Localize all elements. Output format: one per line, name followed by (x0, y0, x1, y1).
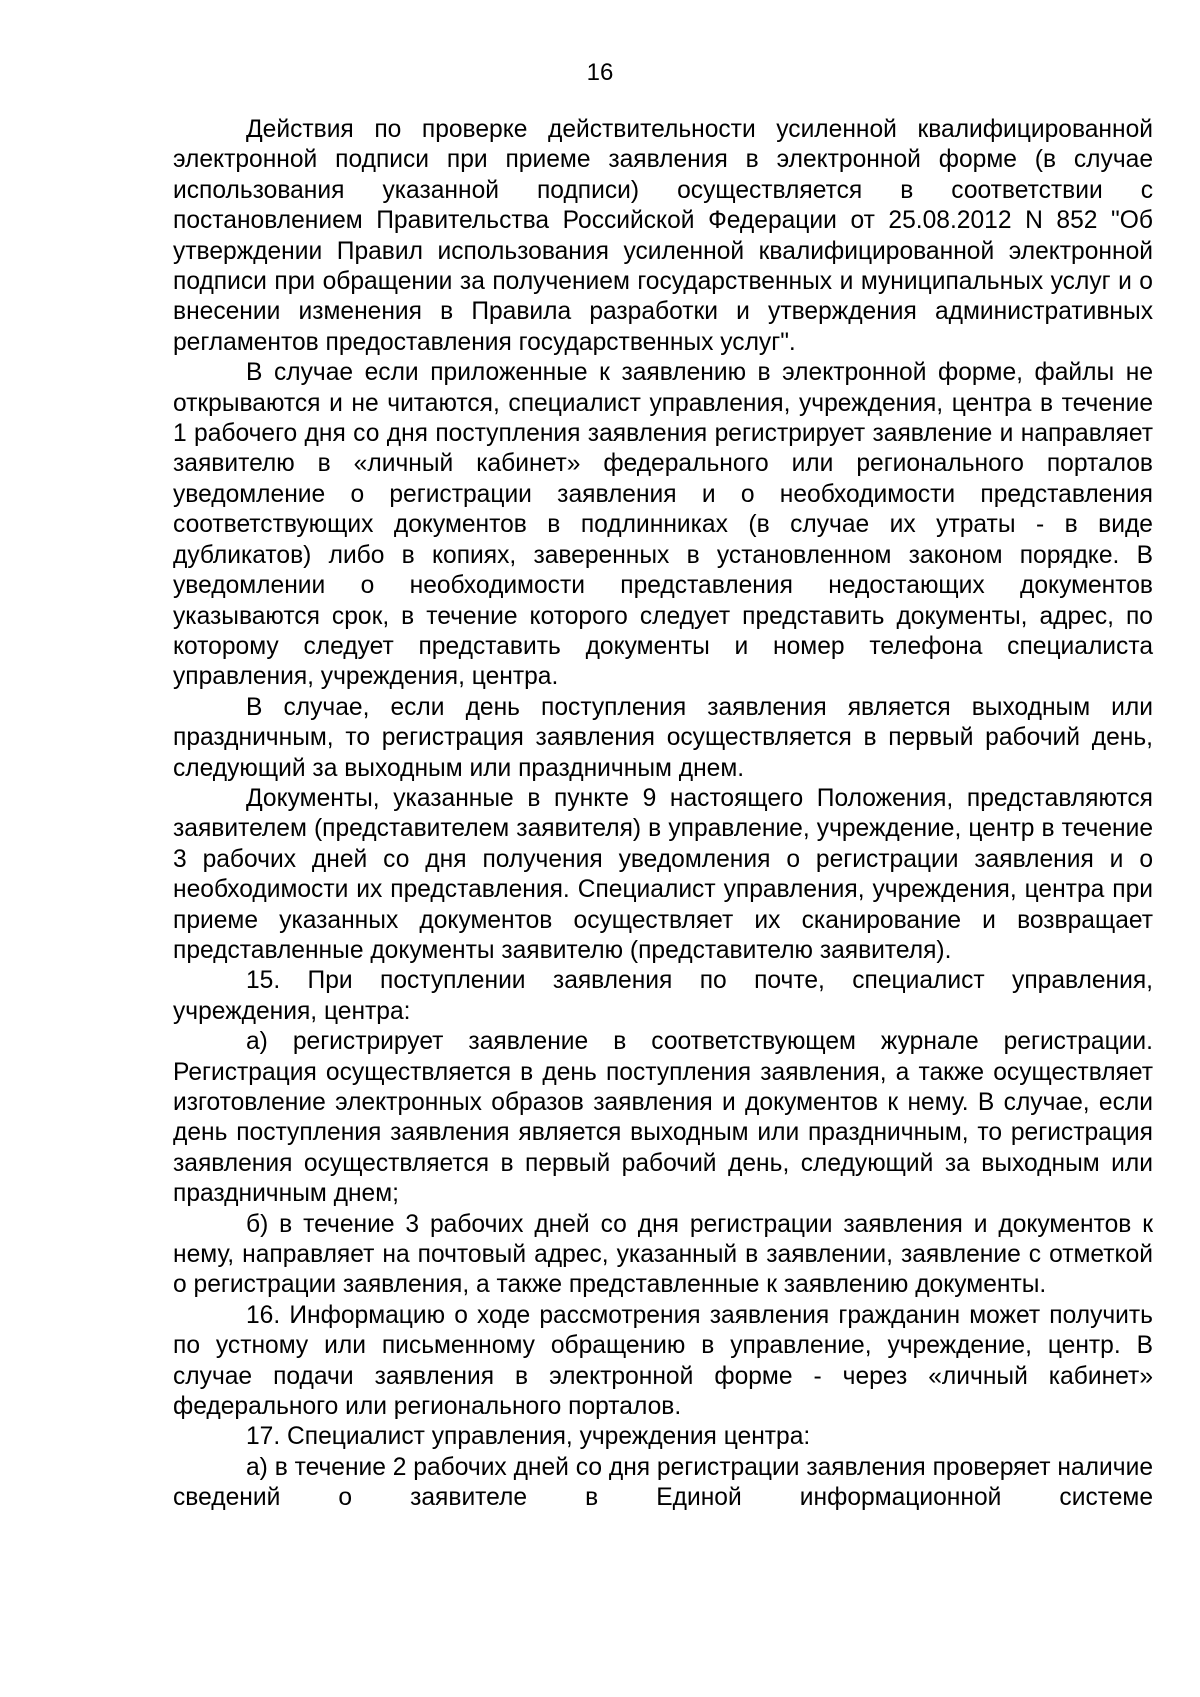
paragraph-holiday-registration: В случае, если день поступления заявления является выходным или праздничным, то регистрация заявления осуществляется в первый рабочий день, следующий за выходным или праздничным днем. (173, 693, 1153, 782)
paragraph-item-15-a: а) регистрирует заявление в соответствующем журнале регистрации. Регистрация осуществляется в день поступления заявления, а также осуществляет изготовление электронных образов заявления и документов к нему. В случае, если день поступления заявления является выходным или праздничным, то регистрация заявления осуществляется в первый рабочий день, следующий за выходным или праздничным днем; (173, 1028, 1153, 1208)
paragraph-unreadable-files: В случае если приложенные к заявлению в электронной форме, файлы не открываются и не читаются, специалист управления, учреждения, центра в течение 1 рабочего дня со дня поступления заявления регистрирует заявление и направляет заявителю в «личный кабинет» федерального или регионального порталов уведомление о регистрации заявления и о необходимости представления соответствующих документов в подлинниках (в случае их утраты - в виде дубликатов) либо в копиях, заверенных в установленном законом порядке. В уведомлении о необходимости представления недостающих документов указываются срок, в течение которого следует представить документы, адрес, по которому следует представить документы и номер телефона специалиста управления, учреждения, центра. (173, 359, 1153, 691)
paragraph-item-15: 15. При поступлении заявления по почте, специалист управления, учреждения, центра: (173, 967, 1153, 1025)
page-number: 16 (586, 59, 614, 86)
paragraph-item-15-b: б) в течение 3 рабочих дней со дня регистрации заявления и документов к нему, направляет на почтовый адрес, указанный в заявлении, заявление с отметкой о регистрации заявления, а также представленные к заявлению документы. (173, 1210, 1153, 1299)
paragraph-item-17-a: а) в течение 2 рабочих дней со дня регистрации заявления проверяет наличие сведений о заявителе в Единой информационной системе (173, 1453, 1153, 1512)
paragraph-documents-submission: Документы, указанные в пункте 9 настоящего Положения, представляются заявителем (представителем заявителя) в управление, учреждение, центр в течение 3 рабочих дней со дня получения уведомления о регистрации заявления и о необходимости их представления. Специалист управления, учреждения, центра при приеме указанных документов осуществляет их сканирование и возвращает представленные документы заявителю (представителю заявителя). (173, 784, 1153, 964)
paragraph-item-16: 16. Информацию о ходе рассмотрения заявления гражданин может получить по устному или письменному обращению в управление, учреждение, центр. В случае подачи заявления в электронной форме - через «личный кабинет» федерального или регионального порталов. (173, 1301, 1153, 1421)
paragraph-signature-verification: Действия по проверке действительности усиленной квалифицированной электронной подписи при приеме заявления в электронной форме (в случае использования указанной подписи) осуществляется в соответствии с постановлением Правительства Российской Федерации от 25.08.2012 N 852 "Об утверждении Правил использования усиленной квалифицированной электронной подписи при обращении за получением государственных и муниципальных услуг и о внесении изменения в Правила разработки и утверждения административных регламентов предоставления государственных услуг". (173, 116, 1153, 356)
paragraph-item-17: 17. Специалист управления, учреждения центра: (246, 1423, 811, 1451)
body-text (173, 115, 1153, 1514)
